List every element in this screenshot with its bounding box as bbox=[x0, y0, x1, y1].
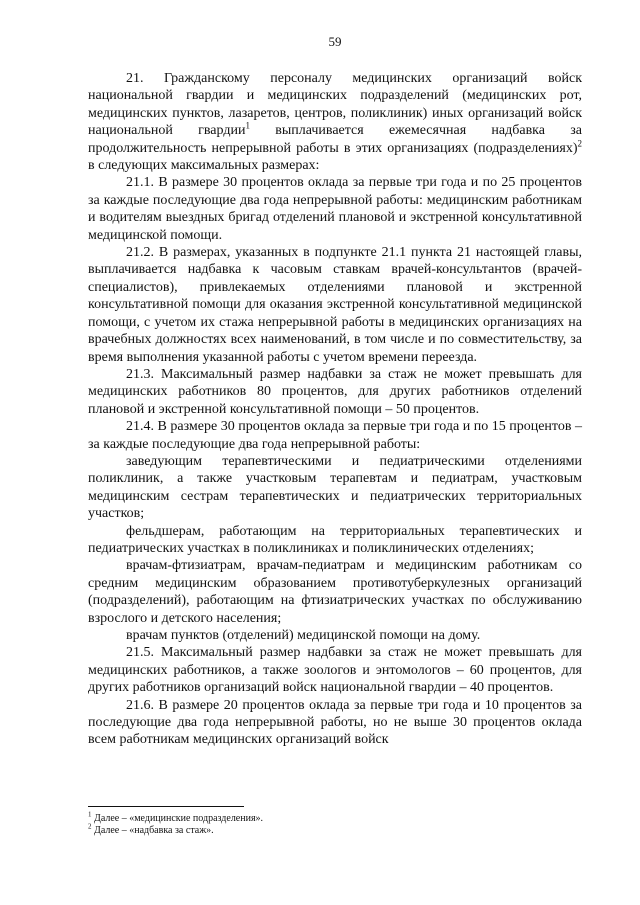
footnotes-section bbox=[88, 806, 582, 837]
paragraph-21-2: 21.2. В размерах, указанных в подпункте 21.1 пункта 21 настоящей главы, выплачивается надбавка к часовым ставкам врачей-консультантов (врачей-специалистов), привлекаемых отделениями плановой и экстренной консультативной помощи для оказания экстренной консультативной медицинской помощи, с учетом их стажа непрерывной работы в медицинских организациях на врачебных должностях всех наименований, в том числе и по совместительству, за время выполнения указанной работы с учетом времени переезда. bbox=[88, 245, 582, 365]
footnote-mark-2: 2 bbox=[88, 822, 92, 831]
paragraph-21-4-item-heads: заведующим терапевтическими и педиатрическими отделениями поликлиник, а также участковым терапевтам и педиатрам, участковым медицинским сестрам терапевтических и педиатрических территориальных участков; bbox=[88, 453, 582, 522]
paragraph-21-3: 21.3. Максимальный размер надбавки за стаж не может превышать для медицинских работников 80 процентов, для других работников отделений плановой и экстренной консультативной помощи – 50 процентов. bbox=[88, 366, 582, 417]
paragraph-21-4: 21.4. В размере 30 процентов оклада за первые три года и по 15 процентов – за каждые последующие два года непрерывной работы: bbox=[88, 419, 582, 452]
footnote-ref-1: 1 bbox=[245, 120, 250, 131]
paragraph-21-4-item-phthisiatricians: врачам-фтизиатрам, врачам-педиатрам и медицинским работникам со средним медицинским образованием противотуберкулезных организаций (подразделений), работающим на фтизиатрических участках по обслуживанию взрослого и детского населения; bbox=[88, 558, 582, 626]
footnote-divider bbox=[88, 806, 244, 807]
footnote-mark-1: 1 bbox=[88, 810, 92, 819]
footnote-1 bbox=[88, 810, 582, 825]
paragraph-21-1: 21.1. В размере 30 процентов оклада за первые три года и по 25 процентов за каждые последующие два года непрерывной работы: медицинским работникам и водителям выездных бригад отделений плановой и экстренной консультативной медицинской помощи. bbox=[88, 175, 582, 243]
paragraph-21-4-item-paramedics: фельдшерам, работающим на территориальных терапевтических и педиатрических участках в поликлиниках и поликлинических отделениях; bbox=[88, 523, 582, 556]
paragraph-21-text-end: в следующих максимальных размерах: bbox=[88, 158, 320, 174]
footnote-1-text: Далее – «медицинские подразделения». bbox=[91, 813, 264, 824]
footnote-2 bbox=[88, 822, 582, 837]
footnote-2-text: Далее – «надбавка за стаж». bbox=[91, 825, 214, 836]
paragraph-21-5: 21.5. Максимальный размер надбавки за стаж не может превышать для медицинских работников, а также зоологов и энтомологов – 60 процентов, для других работников организаций войск национальной гвардии – 40 процентов. bbox=[88, 645, 582, 696]
footnote-ref-2: 2 bbox=[577, 137, 582, 148]
paragraph-21-text-start: 21. Гражданскому персоналу медицинских организаций войск национальной гвардии и медицинских подразделений (медицинских рот, медицинских пунктов, лазаретов, центров, поликлиник) иных организаций войск национальной гвардии bbox=[88, 71, 582, 139]
paragraph-21-text-middle: выплачивается ежемесячная надбавка за продолжительность непрерывной работы в этих организациях (подразделениях) bbox=[88, 123, 582, 156]
paragraph-21-4-item-home-care: врачам пунктов (отделений) медицинской помощи на дому. bbox=[126, 628, 481, 643]
paragraph-21 bbox=[88, 70, 582, 174]
page-number: 59 bbox=[328, 34, 342, 49]
document-body bbox=[88, 70, 582, 749]
paragraph-21-6: 21.6. В размере 20 процентов оклада за первые три года и 10 процентов за последующие два года непрерывной работы, но не выше 30 процентов оклада всем работникам медицинских организаций войск bbox=[88, 697, 582, 748]
